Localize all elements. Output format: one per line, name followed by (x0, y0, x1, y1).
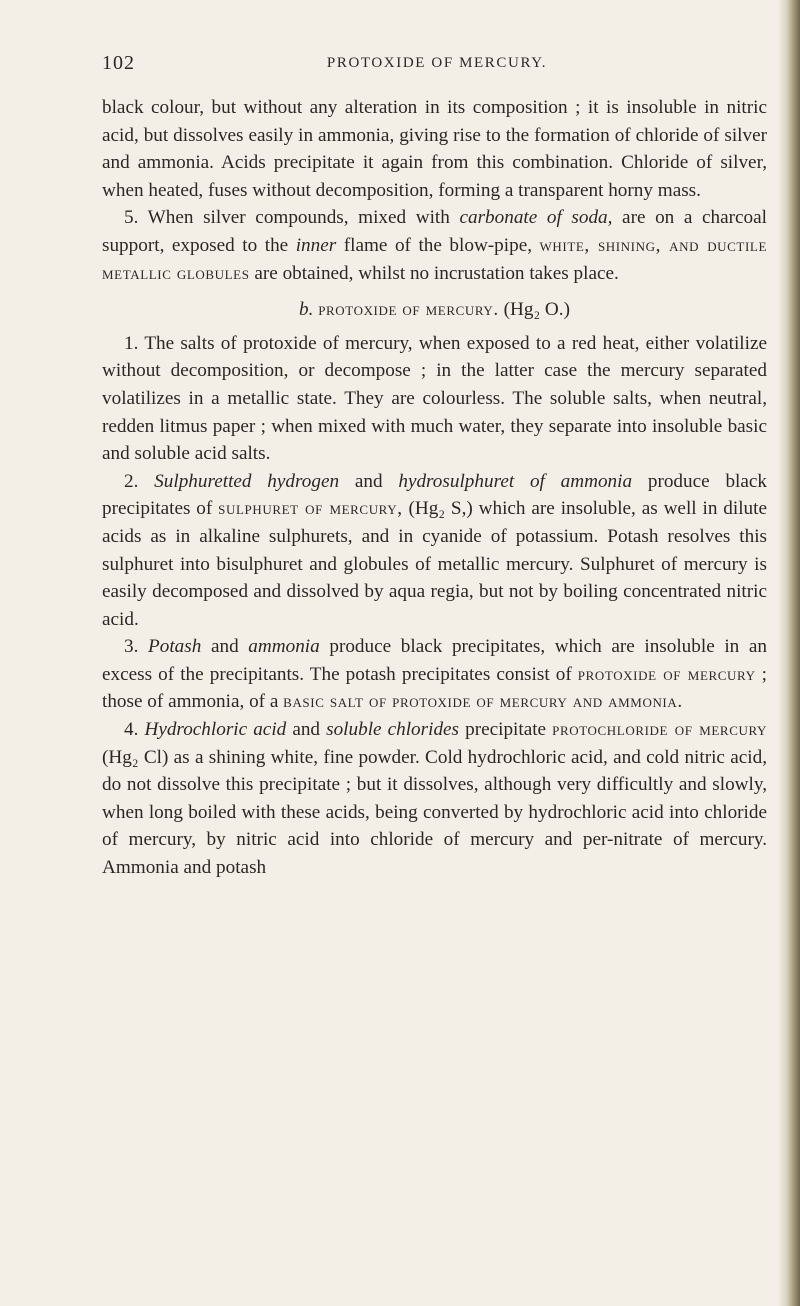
text-run: produce black precipitates of (102, 470, 767, 520)
text-run: precipitate (459, 719, 553, 741)
emphasis-hydrochloric-acid: Hydrochloric acid (144, 719, 287, 741)
smallcaps-metallic-globules: white, shining, and ductile metallic globules (102, 234, 767, 284)
text-run: 4. (124, 719, 145, 741)
text-run: 3. (124, 636, 149, 658)
section-title: protoxide of mercury. (318, 299, 499, 321)
text-run: 2. (124, 470, 155, 492)
section-letter: b. (299, 299, 314, 321)
text-run: produce black precipitates, which are insoluble in an excess of the precipitants. The potash precipitates consist of (102, 636, 767, 685)
text-run: (Hg₂ Cl) as a shining white, fine powder. Cold hydrochloric acid, and cold nitric acid, do not dissolve this precipitate ; but it dissolves, although very difficultly and slowly, when long boiled with these acids, being converted by hydrochloric acid into chloride of mercury, by nitric acid into chloride of mercury and per-nitrate of mercury. Ammonia and potash (102, 746, 767, 879)
paragraph-4 (102, 716, 767, 882)
text-run: 5. When silver compounds, mixed with (124, 207, 460, 229)
smallcaps-sulphuret: sulphuret of mercury, (218, 498, 403, 520)
emphasis-potash: Potash (148, 636, 202, 658)
text-run: are on a charcoal support, exposed to the (102, 207, 767, 256)
smallcaps-basic-salt: basic salt of protoxide of mercury and ammonia. (283, 691, 683, 713)
emphasis-carbonate-of-soda: carbonate of soda, (459, 207, 613, 229)
text-run: and (201, 636, 249, 658)
text-run: are obtained, whilst no incrustation takes place. (249, 262, 619, 284)
emphasis-ammonia: ammonia (248, 636, 320, 658)
page-edge-shadow (778, 0, 800, 1306)
emphasis-hydrosulphuret: hydrosulphuret of ammonia (398, 470, 633, 492)
paragraph-1: 1. The salts of protoxide of mercury, when exposed to a red heat, either volatilize without decomposition, or decompose ; in the latter case the mercury separated volatilizes in a metallic state. They are colourless. The soluble salts, when neutral, redden litmus paper ; when mixed with much water, they separate into insoluble basic and soluble acid salts. (102, 332, 767, 465)
paragraph-3 (102, 633, 767, 716)
paragraph-2 (102, 468, 767, 634)
emphasis-sulphuretted-hydrogen: Sulphuretted hydrogen (154, 470, 340, 492)
paragraph-5 (102, 204, 767, 287)
text-run: ; those of ammonia, of a (102, 663, 767, 713)
paragraph-continuation: black colour, but without any alteration in its composition ; it is insoluble in nitric acid, but dissolves easily in ammonia, giving rise to the formation of chloride of silver and ammonia. Acids precipitate it again from this combination. Chloride of silver, when heated, fuses without decomposition, forming a transparent horny mass. (102, 97, 767, 201)
text-run: (Hg₂ S,) which are insoluble, as well in dilute acids as in alkaline sulphurets, and in cyanide of potassium. Potash resolves this sulphuret into bisulphuret and globules of metallic mercury. Sulphuret of mercury is easily decomposed and dissolved by aqua regia, but not by boiling concentrated nitric acid. (102, 498, 767, 630)
text-run: and (286, 719, 327, 741)
page-number: 102 (102, 52, 135, 74)
text-run: flame of the blow-pipe, (336, 234, 540, 256)
running-head: PROTOXIDE OF MERCURY. (326, 55, 548, 71)
section-formula: (Hg₂ O.) (503, 299, 570, 321)
section-heading (102, 296, 767, 324)
text-run: and (339, 470, 399, 492)
page-header (102, 52, 772, 78)
smallcaps-protoxide: protoxide of mercury (577, 663, 756, 685)
body-text (102, 94, 767, 882)
emphasis-soluble-chlorides: soluble chlorides (326, 719, 460, 741)
smallcaps-protochloride: protochloride of mercury (552, 719, 767, 741)
emphasis-inner: inner (295, 234, 337, 256)
